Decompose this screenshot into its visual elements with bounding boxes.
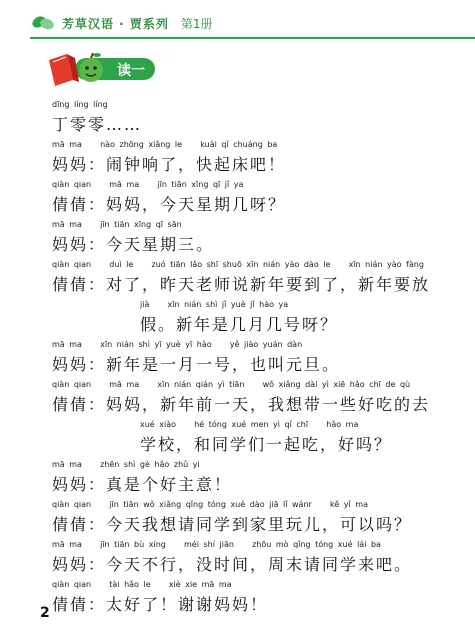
dialogue-line [40,460,460,500]
pinyin-line: qiàn qian jīn tiān wǒ xiǎng qǐng tóng xué dào jiā lǐ wánr kě yǐ ma [52,500,368,509]
hanzi-line: 假。新年是几月几号呀？ [140,315,339,334]
dialogue-line [40,500,460,540]
book-icon [49,54,79,86]
hanzi-line: 倩倩：对了，昨天老师说新年要到了，新年要放 [52,275,431,294]
pinyin-line: mā ma nào zhōng xiǎng le kuài qǐ chuáng ba [52,140,278,149]
pinyin-line: mā ma xīn nián shì yī yuè yī hào yě jiào yuán dàn [52,340,303,349]
dialogue-line [40,340,460,380]
hanzi-line: 妈妈：今天星期三。 [52,235,215,254]
dialogue-line [40,180,460,220]
hanzi-line: 倩倩：妈妈，今天星期几呀？ [52,195,287,214]
hanzi-line: 妈妈：闹钟响了，快起床吧！ [52,155,287,174]
pinyin-line: xué xiào hé tóng xué men yì qǐ chī hǎo ma [140,420,359,429]
leaf-logo-icon [30,12,56,34]
hanzi-line: 倩倩：今天我想请同学到家里玩儿，可以吗？ [52,515,413,534]
hanzi-line: 妈妈：今天不行，没时间，周末请同学来吧。 [52,555,413,574]
dialogue-line [40,140,460,180]
pinyin-line: qiàn qian duì le zuó tiān lǎo shī shuō xīn nián yào dào le xīn nián yào fàng [52,260,424,269]
pinyin-line: qiàn qian mā ma xīn nián qián yì tiān wǒ xiǎng dài yì xiē hǎo chī de qù [52,380,411,389]
pinyin-line: mā ma jīn tiān xīng qī sān [52,220,182,229]
hanzi-line: 学校，和同学们一起吃，好吗？ [140,435,393,454]
dialogue-line [40,540,460,580]
apple-icon [79,53,103,82]
dialogue-text [40,100,460,620]
dialogue-line [140,420,460,460]
pinyin-line: mā ma jīn tiān bù xíng méi shí jiān zhōu mò qǐng tóng xué lái ba [52,540,381,549]
hanzi-line: 妈妈：真是个好主意！ [52,475,233,494]
volume-label: 第1册 [180,16,213,31]
pinyin-line: jià xīn nián shì jǐ yuè jǐ hào ya [140,300,289,309]
hanzi-line: 妈妈：新年是一月一号，也叫元旦。 [52,355,341,374]
section-badge [45,50,157,99]
dialogue-line [40,100,460,140]
hanzi-line: 倩倩：妈妈，新年前一天，我想带一些好吃的去 [52,395,431,414]
pinyin-line: qiàn qian tài hǎo le xiè xie mā ma [52,580,232,589]
hanzi-line: 倩倩：太好了！谢谢妈妈！ [52,595,269,614]
series-title: 芳草汉语 · 贾系列 [62,16,169,31]
pinyin-line: mā ma zhēn shì gè hǎo zhǔ yi [52,460,200,469]
dialogue-line [40,220,460,260]
dialogue-line [40,380,460,420]
badge-label: 读一读 [117,63,145,99]
header-divider [30,37,475,39]
dialogue-line [40,260,460,300]
pinyin-line: dīng líng líng [52,100,108,109]
dialogue-line [140,300,460,340]
page-header [30,10,213,36]
hanzi-line: 丁零零…… [52,115,143,134]
page-number: 2 [40,605,50,621]
pinyin-line: qiàn qian mā ma jīn tiān xīng qī jǐ ya [52,180,244,189]
dialogue-line [40,580,460,620]
